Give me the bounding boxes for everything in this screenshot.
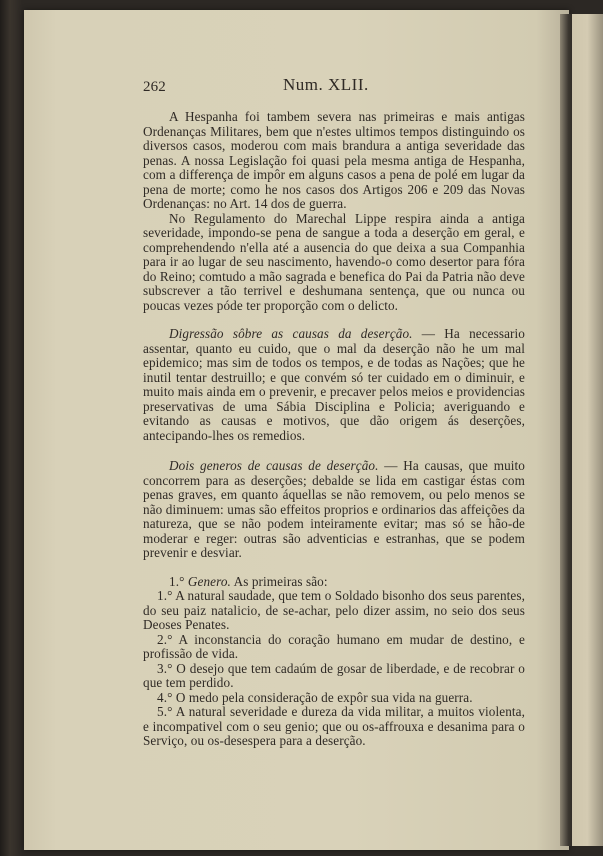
category-name: Genero. xyxy=(187,573,231,589)
paragraph-4-body: — Ha causas, que muito concorrem para as deserções; debalde se lida em castigar éstas com penas graves, em quanto áquellas se não removem, ou pelo menos se não diminuem: umas são effeitos proprios e ordinarios das affeições da natureza, que se não podem inteiramente evitar; mas só se hão-de moderar e reger: outras são adventicias e estranhas, que se podem prevenir e desviar. xyxy=(143,458,525,560)
category-number: 1.° xyxy=(169,573,188,589)
list-item: 2.° A inconstancia do coração humano em mudar de destino, e profissão de vida. xyxy=(143,631,525,661)
list-item: 1.° A natural saudade, que tem o Soldado bisonho dos seus parentes, do seu paiz natalicio, de se-achar, pelo dizer assim, no seio dos seus Deoses Penates. xyxy=(143,588,525,632)
page-title: Num. XLII. xyxy=(283,75,369,94)
list-category xyxy=(143,575,525,590)
page-text xyxy=(143,75,525,749)
list-item: 5.° A natural severidade e dureza da vida militar, a muitos violenta, e incompativel com o seu genio; que ou os-affrouxa e desanima para o Serviço, ou os-desespera para a deserção. xyxy=(143,704,525,748)
category-rest: As primeiras são: xyxy=(230,573,328,589)
paragraph-3-body: — Ha necessario assentar, quanto eu cuido, que o mal da deserção não he um mal epidemico; mas sim de todos os tempos, e de todas as Nações; que he inutil tentar destruillo; e que convém só ter cuidado em o diminuir, e muito mais ainda em o prevenir, e precaver pelos meios e providencias preservativas de uma Sábia Disciplina e Policia; averiguando e evitando as causas e motivos, que dão origem ás deserções, antecipando-lhes os remedios. xyxy=(143,326,525,443)
causes-list xyxy=(143,575,525,749)
paragraph-3 xyxy=(143,327,525,443)
paragraph-4 xyxy=(143,459,525,561)
list-item: 3.° O desejo que tem cadaúm de gosar de liberdade, e de recobrar o que tem perdido. xyxy=(143,660,525,690)
paragraph-1: A Hespanha foi tambem severa nas primeiras e mais antigas Ordenanças Militares, bem que n'estes ultimos tempos distinguindo os diversos casos, moderou com mais brandura a antiga severidade das penas. A nossa Legislação foi quasi pela mesma antiga de Hespanha, com a differença de impôr em alguns casos a pena de polé em lugar da pena de morte; como he nos casos dos Artigos 206 e 209 das Novas Ordenanças: no Art. 14 dos de guerra. xyxy=(143,109,525,211)
section-heading-digression: Digressão sôbre as causas da deserção. xyxy=(169,326,413,341)
list-item: 4.° O medo pela consideração de expôr sua vida na guerra. xyxy=(157,689,473,705)
page-number: 262 xyxy=(143,79,166,95)
page-header xyxy=(143,75,525,110)
paragraph-2: No Regulamento do Marechal Lippe respira ainda a antiga severidade, impondo-se pena de sangue a toda a deserção em geral, e comprehendendo n'ella até a ausencia do que deixa a sua Companhia para ir ao lugar de seu nascimento, havendo-o como desertor para fóra do Reino; comtudo a mão sagrada e benefica do Pai da Patria não deve subscrever a tão terrivel e deshumana sentença, que ou nunca ou poucas vezes póde ter proporção com o delicto. xyxy=(143,210,525,313)
section-heading-two-kinds: Dois generos de causas de deserção. xyxy=(169,458,379,473)
facing-page-edge xyxy=(572,14,603,846)
